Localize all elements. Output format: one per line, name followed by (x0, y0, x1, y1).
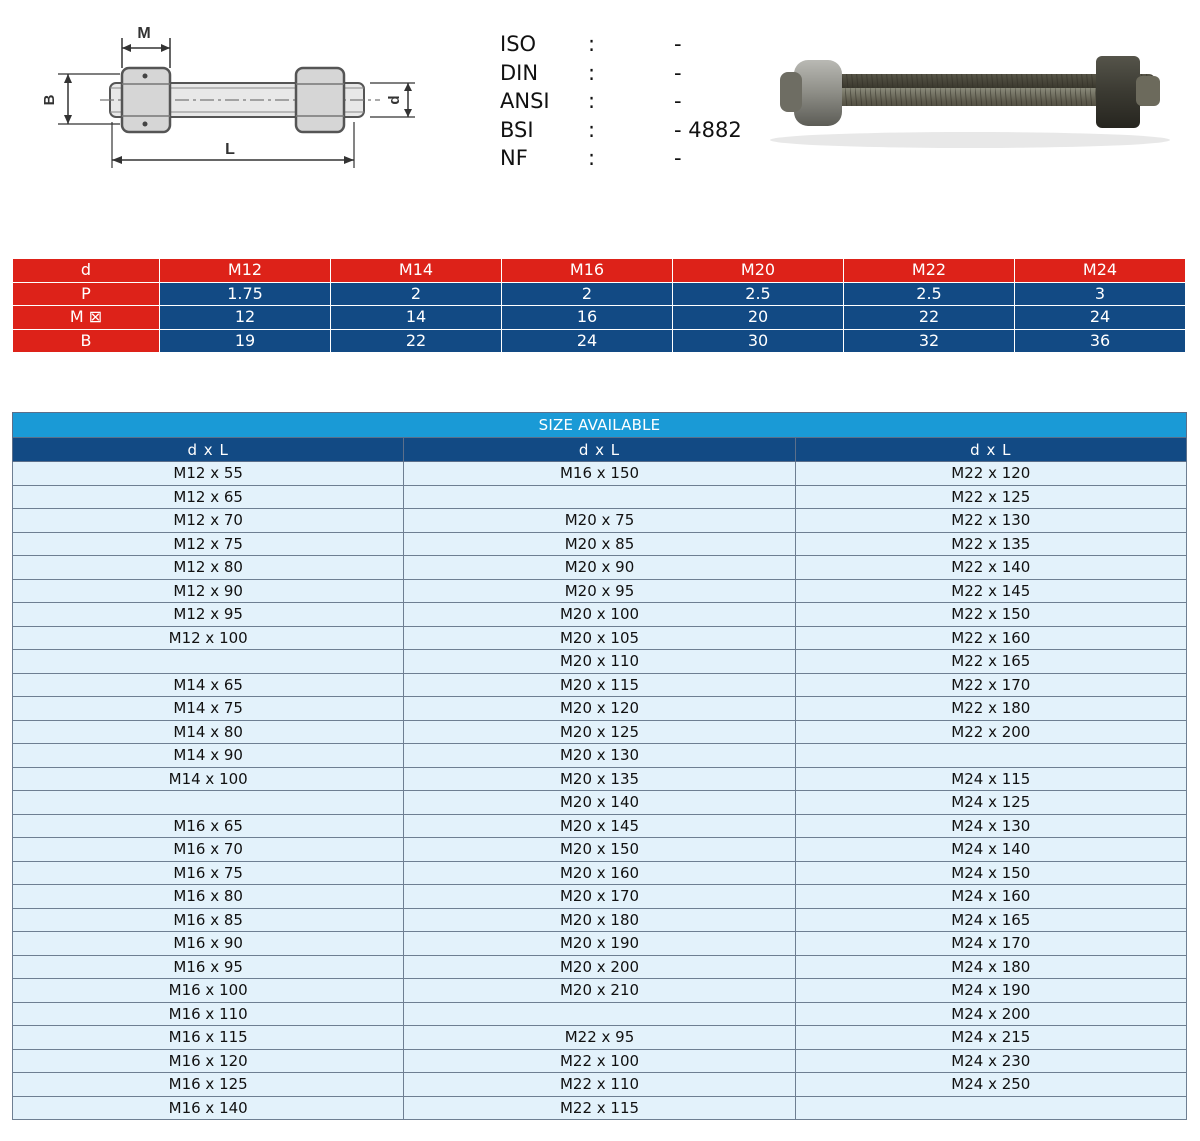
spec-cell: 24 (1015, 306, 1186, 330)
spec-cell: 24 (502, 329, 673, 353)
spec-row-width (13, 329, 1186, 353)
size-cell: M12 x 65 (13, 485, 404, 509)
standard-name: ISO (500, 32, 537, 57)
size-cell: M24 x 130 (795, 814, 1186, 838)
sizes-column-header-row (13, 438, 1187, 462)
size-cell: M22 x 120 (795, 462, 1186, 486)
standard-name: NF (500, 146, 528, 171)
spec-header-row (13, 259, 1186, 283)
spec-cell: 22 (844, 306, 1015, 330)
size-cell: M20 x 160 (404, 861, 795, 885)
size-cell: M22 x 170 (795, 673, 1186, 697)
table-row (13, 720, 1187, 744)
stud-bolt-drawing (40, 18, 430, 178)
size-cell (13, 791, 404, 815)
size-cell: M16 x 90 (13, 932, 404, 956)
spec-header-label: d (13, 259, 160, 283)
size-cell: M22 x 125 (795, 485, 1186, 509)
size-cell: M24 x 190 (795, 979, 1186, 1003)
spec-cell: 2.5 (844, 282, 1015, 306)
size-cell (795, 1096, 1186, 1120)
size-cell: M20 x 110 (404, 650, 795, 674)
spec-cell: 19 (160, 329, 331, 353)
size-cell: M20 x 120 (404, 697, 795, 721)
size-cell: M14 x 100 (13, 767, 404, 791)
size-cell: M20 x 190 (404, 932, 795, 956)
size-cell (404, 1002, 795, 1026)
table-row (13, 908, 1187, 932)
table-row (13, 485, 1187, 509)
spec-row-pitch (13, 282, 1186, 306)
table-row (13, 814, 1187, 838)
size-cell: M22 x 160 (795, 626, 1186, 650)
table-row (13, 861, 1187, 885)
sizes-column-header: d x L (13, 438, 404, 462)
size-cell: M24 x 215 (795, 1026, 1186, 1050)
size-cell: M16 x 140 (13, 1096, 404, 1120)
size-cell: M24 x 230 (795, 1049, 1186, 1073)
standard-name: ANSI (500, 89, 550, 114)
size-cell: M20 x 75 (404, 509, 795, 533)
sizes-column-header: d x L (404, 438, 795, 462)
size-cell: M12 x 75 (13, 532, 404, 556)
size-cell: M22 x 95 (404, 1026, 795, 1050)
table-row (13, 767, 1187, 791)
table-row (13, 838, 1187, 862)
size-cell: M24 x 165 (795, 908, 1186, 932)
size-cell: M12 x 90 (13, 579, 404, 603)
standard-name: DIN (500, 60, 539, 85)
standard-row (500, 116, 760, 145)
spec-cell: 2 (331, 282, 502, 306)
size-cell: M20 x 150 (404, 838, 795, 862)
size-cell: M24 x 125 (795, 791, 1186, 815)
size-cell: M22 x 180 (795, 697, 1186, 721)
size-cell: M16 x 150 (404, 462, 795, 486)
dim-m-label: M (137, 25, 151, 42)
standard-value: - (674, 32, 682, 57)
size-cell: M20 x 130 (404, 744, 795, 768)
standard-row (500, 87, 760, 116)
size-cell: M24 x 150 (795, 861, 1186, 885)
spec-header-cell: M12 (160, 259, 331, 283)
spec-cell: 2.5 (673, 282, 844, 306)
size-cell (795, 744, 1186, 768)
table-row (13, 955, 1187, 979)
standard-row (500, 144, 760, 173)
sizes-column-header: d x L (795, 438, 1186, 462)
spec-row-label: M ⊠ (13, 306, 160, 330)
standard-colon: : (588, 146, 596, 171)
size-cell (13, 650, 404, 674)
size-cell: M12 x 70 (13, 509, 404, 533)
table-row (13, 744, 1187, 768)
size-cell: M14 x 80 (13, 720, 404, 744)
size-cell: M16 x 75 (13, 861, 404, 885)
dimension-spec-table (12, 258, 1186, 353)
table-row (13, 697, 1187, 721)
size-cell: M24 x 115 (795, 767, 1186, 791)
spec-header-cell: M16 (502, 259, 673, 283)
size-cell: M22 x 115 (404, 1096, 795, 1120)
table-row (13, 1002, 1187, 1026)
spec-header-cell: M14 (331, 259, 502, 283)
table-row (13, 556, 1187, 580)
sizes-table-body (13, 462, 1187, 1120)
size-cell: M16 x 115 (13, 1026, 404, 1050)
spec-cell: 2 (502, 282, 673, 306)
size-cell: M20 x 105 (404, 626, 795, 650)
table-row (13, 626, 1187, 650)
spec-cell: 32 (844, 329, 1015, 353)
standard-row (500, 30, 760, 59)
size-cell: M20 x 200 (404, 955, 795, 979)
size-cell: M20 x 135 (404, 767, 795, 791)
standard-colon: : (588, 117, 596, 142)
standard-value: - (674, 146, 682, 171)
standard-value: - (674, 60, 682, 85)
stud-bolt-diagram (40, 18, 430, 178)
size-cell: M24 x 160 (795, 885, 1186, 909)
dim-b-label: B (41, 94, 58, 106)
table-row (13, 885, 1187, 909)
size-cell: M22 x 200 (795, 720, 1186, 744)
spec-cell: 22 (331, 329, 502, 353)
table-row (13, 1096, 1187, 1120)
spec-cell: 14 (331, 306, 502, 330)
spec-cell: 16 (502, 306, 673, 330)
size-cell: M14 x 90 (13, 744, 404, 768)
sizes-title-row (13, 413, 1187, 438)
size-cell: M22 x 100 (404, 1049, 795, 1073)
size-cell: M16 x 100 (13, 979, 404, 1003)
table-row (13, 603, 1187, 627)
dim-d-label: d (386, 95, 403, 105)
size-cell: M14 x 75 (13, 697, 404, 721)
size-cell: M16 x 110 (13, 1002, 404, 1026)
standards-list (500, 30, 760, 173)
size-cell: M24 x 170 (795, 932, 1186, 956)
size-cell: M14 x 65 (13, 673, 404, 697)
size-cell: M16 x 85 (13, 908, 404, 932)
spec-cell: 3 (1015, 282, 1186, 306)
table-row (13, 979, 1187, 1003)
table-row (13, 532, 1187, 556)
size-cell: M22 x 145 (795, 579, 1186, 603)
size-cell: M20 x 145 (404, 814, 795, 838)
dim-l-label: L (225, 141, 235, 158)
spec-row-nut-height (13, 306, 1186, 330)
size-cell: M22 x 110 (404, 1073, 795, 1097)
size-cell: M24 x 200 (795, 1002, 1186, 1026)
size-cell: M12 x 55 (13, 462, 404, 486)
spec-header-cell: M22 (844, 259, 1015, 283)
standard-colon: : (588, 32, 596, 57)
size-cell: M20 x 100 (404, 603, 795, 627)
sizes-table-title: SIZE AVAILABLE (13, 413, 1187, 438)
stud-bolt-image (760, 28, 1180, 158)
standard-colon: : (588, 89, 596, 114)
table-row (13, 650, 1187, 674)
size-cell: M22 x 140 (795, 556, 1186, 580)
size-cell: M16 x 125 (13, 1073, 404, 1097)
size-cell: M22 x 135 (795, 532, 1186, 556)
table-row (13, 673, 1187, 697)
spec-cell: 12 (160, 306, 331, 330)
table-row (13, 579, 1187, 603)
table-row (13, 1049, 1187, 1073)
standard-value: - (674, 89, 682, 114)
standard-colon: : (588, 60, 596, 85)
standard-value: - 4882 (674, 117, 742, 142)
standard-row (500, 59, 760, 88)
size-cell: M20 x 170 (404, 885, 795, 909)
table-row (13, 509, 1187, 533)
sizes-available-table (12, 412, 1187, 1120)
table-row (13, 1026, 1187, 1050)
size-cell (404, 485, 795, 509)
size-cell: M20 x 210 (404, 979, 795, 1003)
size-cell: M20 x 125 (404, 720, 795, 744)
spec-header-cell: M20 (673, 259, 844, 283)
size-cell: M16 x 80 (13, 885, 404, 909)
size-cell: M22 x 150 (795, 603, 1186, 627)
size-cell: M22 x 165 (795, 650, 1186, 674)
size-cell: M24 x 250 (795, 1073, 1186, 1097)
size-cell: M16 x 70 (13, 838, 404, 862)
size-cell: M22 x 130 (795, 509, 1186, 533)
size-cell: M16 x 95 (13, 955, 404, 979)
size-cell: M20 x 95 (404, 579, 795, 603)
table-row (13, 1073, 1187, 1097)
stud-bolt-photo (760, 28, 1180, 158)
size-cell: M12 x 80 (13, 556, 404, 580)
spec-cell: 20 (673, 306, 844, 330)
size-cell: M16 x 65 (13, 814, 404, 838)
spec-row-label: B (13, 329, 160, 353)
spec-row-label: P (13, 282, 160, 306)
size-cell: M12 x 100 (13, 626, 404, 650)
size-cell: M20 x 85 (404, 532, 795, 556)
spec-header-cell: M24 (1015, 259, 1186, 283)
size-cell: M20 x 140 (404, 791, 795, 815)
size-cell: M20 x 180 (404, 908, 795, 932)
size-cell: M20 x 115 (404, 673, 795, 697)
size-cell: M24 x 140 (795, 838, 1186, 862)
size-cell: M20 x 90 (404, 556, 795, 580)
table-row (13, 462, 1187, 486)
table-row (13, 932, 1187, 956)
spec-cell: 30 (673, 329, 844, 353)
spec-cell: 1.75 (160, 282, 331, 306)
size-cell: M16 x 120 (13, 1049, 404, 1073)
table-row (13, 791, 1187, 815)
size-cell: M24 x 180 (795, 955, 1186, 979)
size-cell: M12 x 95 (13, 603, 404, 627)
standard-name: BSI (500, 117, 534, 142)
spec-cell: 36 (1015, 329, 1186, 353)
